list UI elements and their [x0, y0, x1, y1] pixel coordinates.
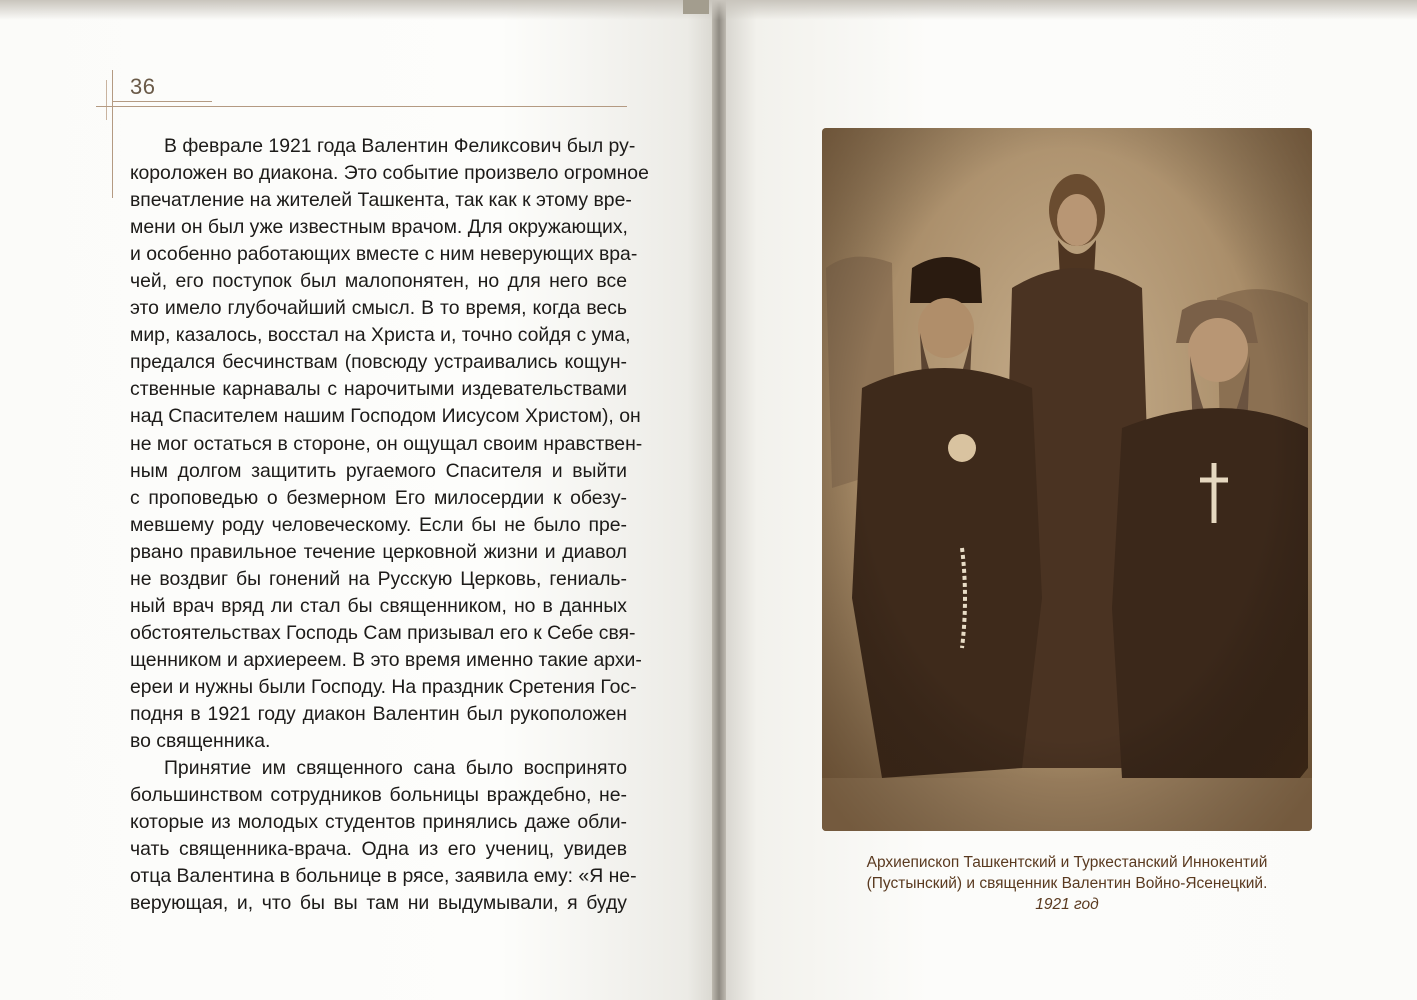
text-line: обстоятельствах Господь Сам призывал его к Себе свя- [130, 621, 636, 644]
text-line: ереи и нужны были Господу. На праздник Сретения Гос- [130, 675, 637, 698]
body-text [130, 133, 649, 917]
archival-photo [822, 128, 1312, 831]
text-line: не воздвиг бы гонений на Русскую Церковь, гениаль- [130, 567, 627, 590]
caption-year: 1921 год [1035, 896, 1099, 913]
header-short-rule [112, 101, 212, 102]
text-line: ным долгом защитить ругаемого Спасителя и выйти [130, 459, 627, 482]
header-vertical-rule [112, 70, 113, 198]
text-line: ственные карнавалы с нарочитыми издевательствами [130, 378, 627, 401]
bookmark-ribbon [683, 0, 709, 14]
text-line: не мог остаться в стороне, он ощущал своим нравствен- [130, 432, 643, 455]
text-line: впечатление на жителей Ташкента, так как к этому вре- [130, 189, 632, 212]
text-line: мени он был уже известным врачом. Для окружающих, [130, 216, 628, 239]
text-line: с проповедью о безмерном Его милосердии к обезу- [130, 486, 627, 509]
text-line: это имело глубочайший смысл. В то время, когда весь [130, 297, 627, 320]
text-line: ный врач вряд ли стал бы священником, но в данных [130, 594, 627, 617]
text-line: подня в 1921 году диакон Валентин был рукоположен [130, 702, 627, 725]
caption-line: (Пустынский) и священник Валентин Войно-Ясенецкий. [866, 875, 1268, 892]
text-line: во священника. [130, 730, 271, 753]
text-line: предался бесчинствам (повсюду устраивались кощун- [130, 351, 627, 374]
text-line: кopoложен во диакона. Это событие произвело огромное [130, 162, 649, 185]
photo-caption [822, 852, 1312, 915]
text-line: большинством сотрудников больницы враждебно, не- [130, 784, 627, 807]
photo-illustration [822, 128, 1312, 831]
page-number: 36 [130, 74, 156, 99]
header-vertical-rule-secondary [106, 80, 107, 120]
text-line: чать священника-врача. Одна из его учениц, увидев [130, 838, 627, 861]
text-line: которые из молодых студентов принялись даже обли- [130, 811, 627, 834]
text-line: мир, казалось, восстал на Христа и, точно сойдя с ума, [130, 324, 631, 347]
text-line: мевшему роду человеческому. Если бы не было пре- [130, 513, 627, 536]
text-line: В феврале 1921 года Валентин Феликсович был ру- [164, 135, 636, 157]
text-line: над Спасителем нашим Господом Иисусом Христом), он [130, 405, 641, 428]
text-line: Принятие им священного сана было воспринято [164, 757, 627, 780]
header-horizontal-rule [96, 106, 627, 107]
text-line: и особенно работающих вместе с ним неверующих вра- [130, 243, 638, 266]
text-line: рвано правильное течение церковной жизни и диавол [130, 540, 627, 563]
text-line: верующая, и, что бы вы там ни выдумывали, я буду [130, 892, 627, 915]
text-line: отца Валентина в больнице в рясе, заявила ему: «Я не- [130, 865, 637, 888]
text-line: чей, его поступок был малопонятен, но для него все [130, 270, 627, 293]
text-line: щенником и архиереем. В это время именно такие архи- [130, 648, 642, 671]
caption-line: Архиепископ Ташкентский и Туркестанский Иннокентий [866, 854, 1268, 871]
book-gutter [712, 0, 726, 1000]
